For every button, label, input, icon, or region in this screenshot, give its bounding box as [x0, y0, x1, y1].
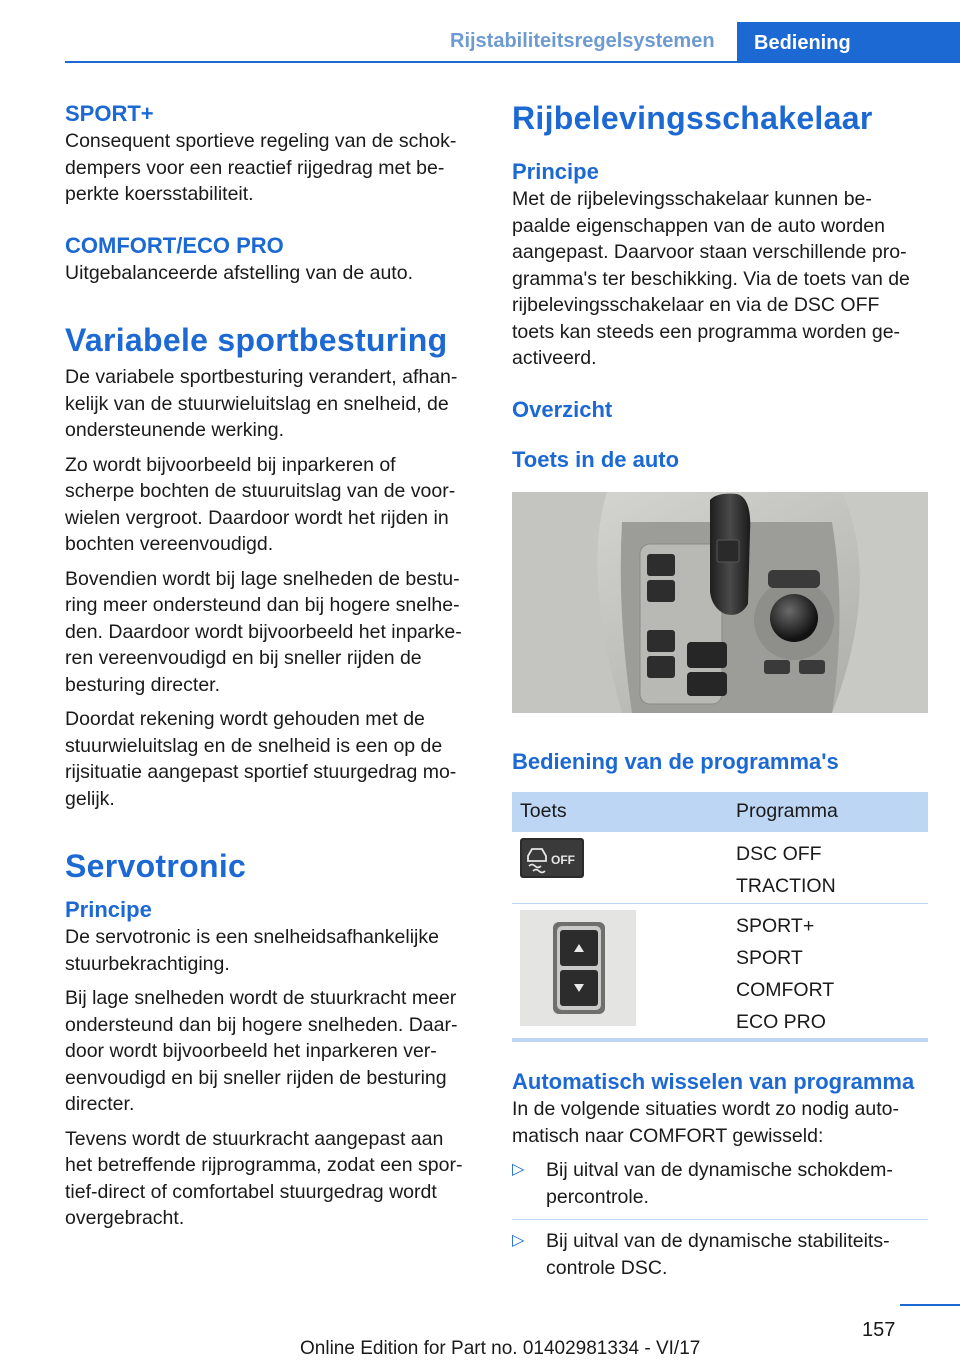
overzicht-heading: Overzicht [512, 396, 613, 422]
list-item: ▷ Bij uitval van de dynamische schokdem‐ percontrole. [512, 1159, 893, 1208]
mode-programs-cell: SPORT+ SPORT COMFORT ECO PRO [728, 904, 928, 1041]
driving-experience-switch-icon [520, 910, 636, 1026]
table-header-row [512, 792, 928, 832]
footer-edition: Online Edition for Part no. 01402981334 - VI/17 [300, 1338, 701, 1359]
footer-rule [900, 1304, 960, 1306]
comfort-text: Uitgebalanceerde afstelling van de auto. [65, 261, 413, 284]
bullet-triangle-icon: ▷ [512, 1232, 525, 1249]
servo-paragraph-2: Bij lage snelheden wordt de stuurkracht meer ondersteund dan bij hogere snelheden. Daar‐ door wordt bijvoorbeeld het inparkeren ver‐ eenvoudigd en bij sneller rijden de besturing directer. [65, 987, 458, 1115]
principe-paragraph: Met de rijbelevingsschakelaar kunnen be‐ paalde eigenschappen van de auto worden aangepast. Daarvoor staan verschillende pro‐ gramma's ter beschikking. Via de toets van de rijbelevingsschakelaar en via de DSC OFF toets kan steeds een programma worden ge‐ activeerd. [512, 188, 910, 369]
dsc-off-button-icon [520, 838, 584, 878]
programs-table [512, 792, 928, 1043]
svg-text:OFF: OFF [551, 852, 575, 867]
page-number: 157 [862, 1319, 896, 1341]
variabele-sportbesturing-heading: Variabele sportbesturing [65, 322, 448, 358]
table-row [512, 832, 928, 904]
bediening-programmas-heading: Bediening van de programma's [512, 748, 839, 774]
toets-in-de-auto-heading: Toets in de auto [512, 446, 680, 472]
comfort-heading: COMFORT/ECO PRO [65, 232, 284, 258]
dsc-programs-cell: DSC OFF TRACTION [728, 832, 928, 904]
center-console-photo [512, 492, 928, 713]
right-column [512, 98, 928, 1281]
sport-plus-text: Consequent sportieve regeling van de schok‐ dempers voor een reactief rijgedrag met be‐ perkte koersstabiliteit. [65, 130, 457, 205]
col-header-programma: Programma [728, 792, 928, 832]
servotronic-principe-heading: Principe [65, 897, 152, 922]
rijbelevingsschakelaar-heading: Rijbelevingsschakelaar [512, 100, 873, 136]
servo-paragraph-1: De servotronic is een snelheidsafhankelijke stuurbekrachtiging. [65, 926, 439, 975]
automatisch-wisselen-heading: Automatisch wisselen van programma [512, 1069, 915, 1094]
vsb-paragraph-1: De variabele sportbesturing verandert, afhan‐ kelijk van de stuurwieluitslag en snelheid, de ondersteunende werking. [65, 366, 458, 441]
servo-paragraph-3: Tevens wordt de stuurkracht aangepast aan het betreffende rijprogramma, zodat een spor‐ tief-direct of comfortabel stuurgedrag wordt overgebracht. [65, 1127, 463, 1229]
vsb-paragraph-4: Doordat rekening wordt gehouden met de stuurwieluitslag en de snelheid is een op de rijsituatie aangepast sportief stuurgedrag mo‐ gelijk. [65, 708, 457, 810]
list-item: ▷ Bij uitval van de dynamische stabiliteits‐ controle DSC. [512, 1230, 890, 1279]
rocker-switch-cell [512, 904, 728, 1041]
table-row [512, 904, 928, 1041]
list-divider [512, 1219, 928, 1220]
header-section-title: Rijstabiliteitsregelsystemen [450, 30, 715, 52]
dsc-off-key-cell [512, 832, 728, 904]
header-rule [65, 61, 960, 63]
servotronic-heading: Servotronic [65, 848, 247, 884]
automatisch-paragraph: In de volgende situaties wordt zo nodig auto‐ matisch naar COMFORT gewisseld: [512, 1098, 900, 1147]
sport-plus-heading: SPORT+ [65, 101, 154, 126]
header-chapter-tab[interactable]: Bediening [737, 22, 960, 62]
vsb-paragraph-2: Zo wordt bijvoorbeeld bij inparkeren of scherpe bochten de stuuruitslag van de voor‐ wielen vergroot. Daardoor wordt het rijden in bochten vereenvoudigd. [65, 453, 456, 555]
left-column [65, 100, 475, 1232]
col-header-toets: Toets [512, 792, 728, 832]
vsb-paragraph-3: Bovendien wordt bij lage snelheden de bestu‐ ring meer ondersteund dan bij hogere snelhe‐ den. Daardoor wordt bijvoorbeeld het inparke‐ ren vereenvoudigd en bij sneller rijden de besturing directer. [65, 567, 462, 696]
principe-heading: Principe [512, 159, 599, 184]
bullet-triangle-icon: ▷ [512, 1161, 525, 1178]
page-header [0, 0, 960, 62]
